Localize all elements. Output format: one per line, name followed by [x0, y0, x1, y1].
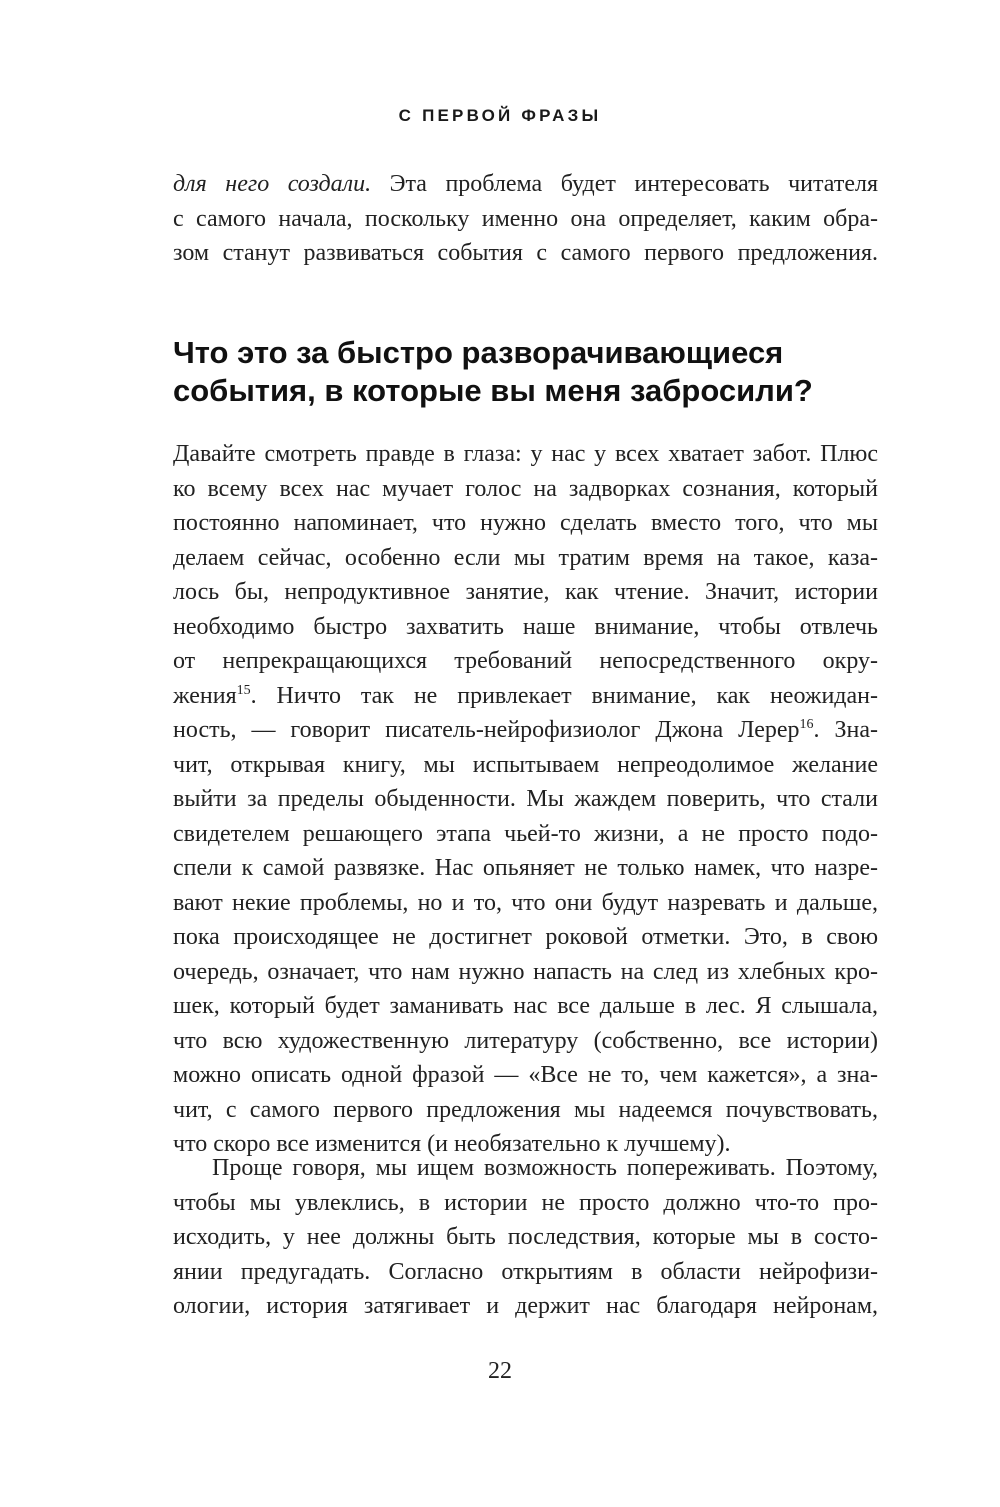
text-line: выйти за пределы обыденности. Мы жаждем поверить, что стали [173, 786, 878, 812]
text-line: ность, — говорит писатель-нейрофизиолог Джона Лерер$^{16}$. Зна- [173, 717, 879, 743]
text-line: жения$^{15}$. Ничто так не привлекает внимание, как неожидан- [173, 682, 878, 709]
paragraph-1 [173, 437, 878, 1162]
footnote-ref-16[interactable]: 16 [799, 717, 814, 732]
text-line: чит, с самого первого предложения мы надеемся почувствовать, [173, 1096, 878, 1123]
text-line: очередь, означает, что нам нужно напасть на след из хлебных кро- [173, 958, 878, 985]
text-line: Проще говоря, мы ищем возможность попереживать. Поэтому, [212, 1155, 878, 1181]
text-line: ологии, история затягивает и держит нас благодаря нейронам, [173, 1293, 878, 1319]
text-line: что всю художественную литературу (собственно, все истории) [173, 1027, 878, 1054]
text-line: для него создали. Эта проблема будет интересовать читателя [173, 171, 878, 197]
text-line: постоянно напоминает, что нужно сделать вместо того, что мы [173, 510, 878, 536]
text-line: что скоро все изменится (и необязательно к лучшему). [173, 1131, 731, 1157]
section-heading [173, 334, 878, 410]
text-line: янии предугадать. Согласно открытиям в области нейрофизи- [173, 1258, 878, 1285]
text-line: свидетелем решающего этапа чьей-то жизни, а не просто подо- [173, 820, 878, 847]
text-line: пока происходящее не достигнет роковой отметки. Это, в свою [173, 924, 878, 950]
text-line: лось бы, непродуктивное занятие, как чтение. Значит, истории [173, 579, 878, 605]
intro-paragraph [173, 167, 878, 271]
text-line: от непрекращающихся требований непосредственного окру- [173, 648, 878, 674]
text-line: с самого начала, поскольку именно она определяет, каким обра- [173, 205, 878, 232]
text-line: чтобы мы увлеклись, в истории не просто должно что-то про- [173, 1189, 878, 1216]
heading-line: Что это за быстро разворачивающиеся [173, 335, 784, 370]
text-line: можно описать одной фразой — «Все не то, чем кажется», а зна- [173, 1062, 878, 1088]
text-line: Давайте смотреть правде в глаза: у нас у всех хватает забот. Плюс [173, 441, 878, 467]
italic-phrase: для него создали. [173, 171, 372, 197]
text-line: чит, открывая книгу, мы испытываем непреодолимое желание [173, 751, 878, 778]
text-line: необходимо быстро захватить наше внимание, чтобы отвлечь [173, 613, 878, 640]
footnote-ref-15[interactable]: 15 [236, 682, 251, 698]
text-line: ко всему всех нас мучает голос на задворках сознания, который [173, 475, 878, 502]
page-number: 22 [488, 1358, 512, 1384]
text-line: шек, который будет заманивать нас все дальше в лес. Я слышала, [173, 993, 878, 1019]
paragraph-2 [173, 1151, 878, 1324]
running-head: С ПЕРВОЙ ФРАЗЫ [398, 106, 602, 125]
text-line: спели к самой развязке. Нас опьяняет не только намек, что назре- [173, 855, 878, 881]
text-line: зом станут развиваться события с самого первого предложения. [173, 240, 878, 266]
text-line: вают некие проблемы, но и то, что они будут назревать и дальше, [173, 889, 878, 916]
text-line: делаем сейчас, особенно если мы тратим время на такое, каза- [173, 544, 878, 571]
heading-line: события, в которые вы меня забросили? [173, 373, 813, 408]
text-line: исходить, у нее должны быть последствия, которые мы в состо- [173, 1224, 878, 1250]
